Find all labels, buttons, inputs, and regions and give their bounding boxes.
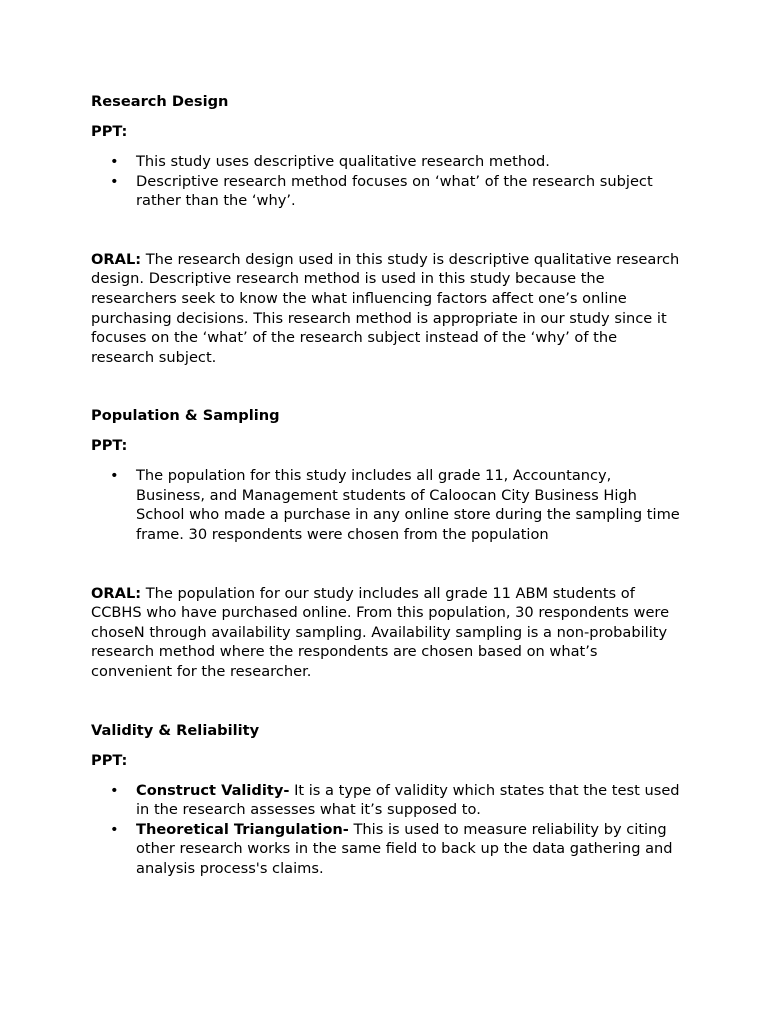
- bullet-term: Construct Validity-: [136, 781, 290, 799]
- bullet-text: This is used to measure reliability by citing other research works in the same field to back up the data gathering and analysis process's claims.: [136, 820, 673, 877]
- bullet-text: It is a type of validity which states that the test used in the research assesses what it’s supposed to.: [136, 781, 680, 819]
- bullet-icon: •: [110, 467, 119, 485]
- document-body: [91, 92, 681, 879]
- section-heading: Validity & Reliability: [91, 721, 260, 739]
- oral-label: ORAL:: [91, 584, 142, 602]
- bullet-list: [91, 466, 681, 544]
- bullet-list: [91, 152, 681, 211]
- oral-text: The research design used in this study is descriptive qualitative research design. Descriptive research method is used in this study because the researchers seek to know the what influencing factors affect one’s online purchasing decisions. This research method is appropriate in our study since it focuses on the ‘what’ of the research subject instead of the ‘why’ of the research subject.: [91, 250, 680, 366]
- ppt-label: PPT:: [91, 437, 128, 455]
- bullet-icon: •: [110, 152, 119, 170]
- oral-text: The population for our study includes all grade 11 ABM students of CCBHS who have purchased online. From this population, 30 respondents were choseN through availability sampling. Availability sampling is a non-probability research method where the respondents are chosen based on what’s convenient for the researcher.: [91, 584, 670, 681]
- bullet-icon: •: [110, 781, 119, 799]
- bullet-item: [91, 820, 681, 879]
- oral-paragraph: [91, 584, 681, 682]
- bullet-item: [91, 172, 681, 211]
- bullet-item: [91, 152, 681, 172]
- bullet-icon: •: [110, 820, 119, 838]
- bullet-list: [91, 781, 681, 879]
- section-heading: Population & Sampling: [91, 407, 280, 425]
- ppt-label: PPT:: [91, 751, 128, 769]
- bullet-text: Descriptive research method focuses on ‘what’ of the research subject rather than the ‘why’.: [136, 172, 653, 210]
- section-validity-reliability: [91, 721, 681, 879]
- bullet-item: [91, 466, 681, 544]
- bullet-term: Theoretical Triangulation-: [136, 820, 349, 838]
- bullet-icon: •: [110, 172, 119, 190]
- section-research-design: [91, 92, 681, 367]
- bullet-text: The population for this study includes all grade 11, Accountancy, Business, and Management students of Caloocan City Business High School who made a purchase in any online store during the sampling time frame. 30 respondents were chosen from the population: [136, 467, 680, 544]
- section-heading: Research Design: [91, 93, 229, 110]
- ppt-label: PPT:: [91, 122, 128, 140]
- oral-label: ORAL:: [91, 250, 142, 268]
- bullet-item: [91, 781, 681, 820]
- section-population-sampling: [91, 406, 681, 681]
- bullet-text: This study uses descriptive qualitative research method.: [136, 152, 550, 170]
- oral-paragraph: [91, 250, 681, 368]
